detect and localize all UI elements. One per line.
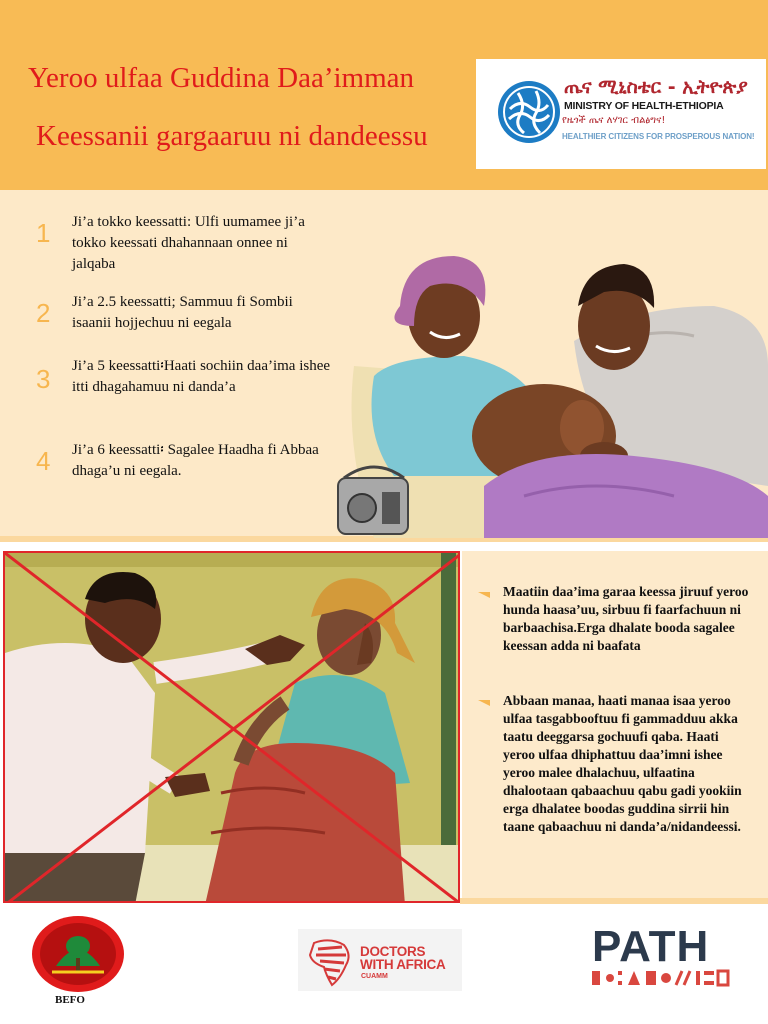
- moh-amharic-slogan: የዜጎች ጤና ለሃገር ብልፅግና!: [562, 115, 666, 126]
- step-text-1: Ji’a tokko keessatti: Ulfi uumamee ji’a tokko keessati dhahannaan onnee ni jalqaba: [72, 214, 305, 272]
- moh-amharic-name: ጤና ሚኒስቴር - ኢትዮጵያ: [564, 76, 748, 98]
- radio-icon: [338, 467, 408, 534]
- africa-map-icon: [304, 935, 356, 987]
- panel-divider: [460, 898, 768, 904]
- step-text-4: Ji’a 6 keessatti፡ Sagalee Haadha fi Abbaa dhaga’u ni eegala.: [72, 442, 319, 479]
- ministry-of-health-logo: [476, 59, 766, 169]
- step-text-3: Ji’a 5 keessatti፡Haati sochiin daa’ima ishee itti dhagahamuu ni danda’a: [72, 358, 331, 395]
- globe-emblem-icon: [496, 79, 562, 145]
- pregnant-couple-illustration: [334, 246, 768, 538]
- dwa-line1: DOCTORS: [360, 944, 426, 959]
- bullet-arrow-icon: [478, 700, 490, 706]
- bullet-arrow-icon: [478, 592, 490, 598]
- step-number-3: 3: [36, 364, 51, 394]
- step-number-4: 4: [36, 446, 51, 476]
- moh-english-name: MINISTRY OF HEALTH-ETHIOPIA: [564, 100, 724, 112]
- befo-label: BEFO: [55, 994, 85, 1006]
- dwa-line3: CUAMM: [361, 973, 388, 980]
- doctors-with-africa-logo: [298, 929, 462, 991]
- path-logo: PATH: [592, 922, 710, 971]
- page-title-line2: Keessanii gargaaruu ni dandeessu: [36, 120, 428, 152]
- step-number-1: 1: [36, 218, 51, 248]
- page-title-line1: Yeroo ulfaa Guddina Daa’imman: [28, 62, 415, 94]
- moh-tagline: HEALTHIER CITIZENS FOR PROSPEROUS NATION!: [562, 132, 755, 141]
- no-domestic-violence-illustration: [3, 551, 460, 903]
- dwa-line2: WITH AFRICA: [360, 957, 446, 972]
- advice-bullet-2: Abbaan manaa, haati manaa isaa yeroo ulfaa tasgabbooftuu fi gammadduu akka taatu deeggarsa gochuufi qaba. Haati yeroo ulfaa dhiphattuu daa’imni ishee yeroo malee dhalachuu, ulfaatina dhalootaan qabaachuu qabu gadi yookiin erga dhalatee boodas guddina sirrii hin taane qabaachuu ni danda’a/nidandeessi.: [503, 693, 742, 834]
- step-number-2: 2: [36, 298, 51, 328]
- step-text-2: Ji’a 2.5 keessatti; Sammuu fi Sombii isaanii hojjechuu ni eegala: [72, 294, 293, 331]
- advice-bullet-1: Maatiin daa’ima garaa keessa jiruuf yeroo hunda haasa’uu, sirbuu fi faarfachuun ni barbaachisa.Erga dhalate booda sagalee keessan adda ni baafata: [503, 584, 749, 653]
- befo-logo: [30, 914, 126, 994]
- header-banner: [0, 0, 768, 190]
- path-pattern-icon: [592, 967, 730, 989]
